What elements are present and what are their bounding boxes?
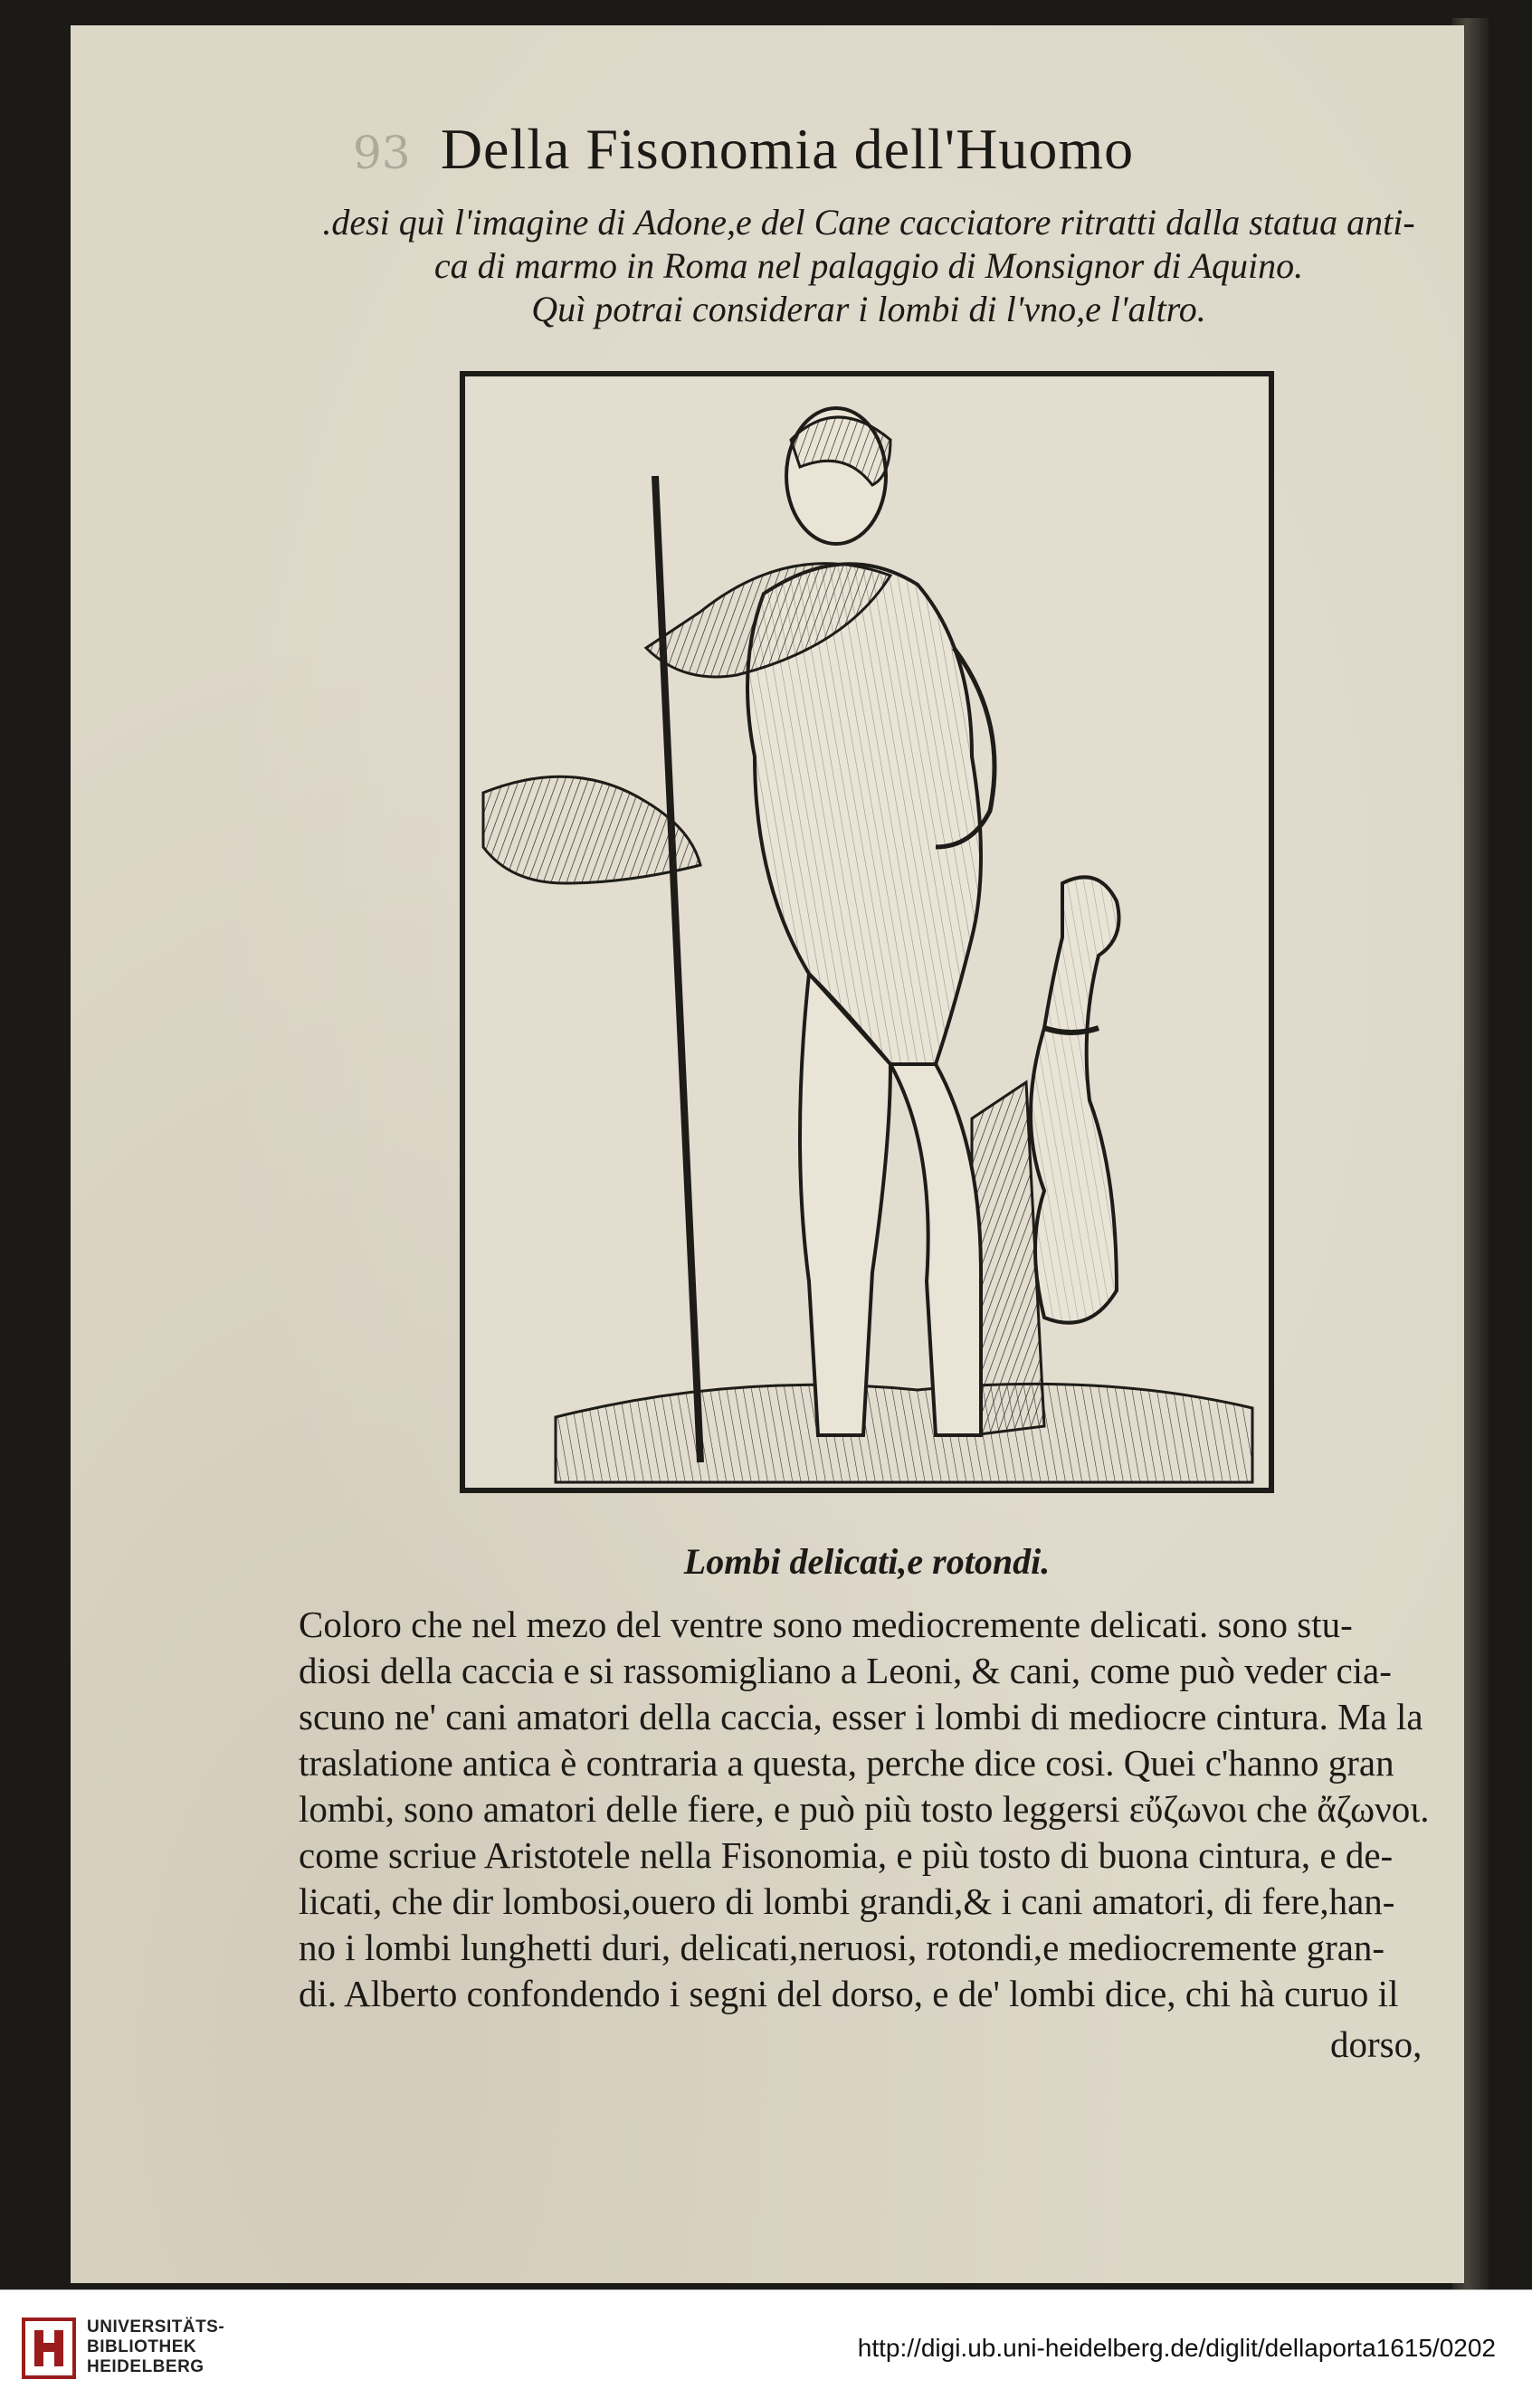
- library-name-line: BIBLIOTHEK: [87, 2337, 197, 2356]
- body-line: Coloro che nel mezo del ventre sono mediocremente delicati. sono stu-: [299, 1604, 1353, 1645]
- body-line: scuno ne' cani amatori della caccia, esser i lombi di mediocre cintura. Ma la: [299, 1696, 1423, 1737]
- footer-bar: [0, 2289, 1532, 2408]
- caption-line-1: .desi quì l'imagine di Adone,e del Cane cacciatore ritratti dalla statua anti-: [322, 202, 1415, 243]
- library-name-line: HEIDELBERG: [87, 2357, 205, 2376]
- body-line: come scriue Aristotele nella Fisonomia, e più tosto di buona cintura, e de-: [299, 1834, 1394, 1876]
- adonis-and-hound-woodcut: [465, 376, 1269, 1488]
- library-logo-icon: [20, 2316, 78, 2381]
- caption-line-2: ca di marmo in Roma nel palaggio di Monsignor di Aquino.: [433, 245, 1304, 286]
- catchword: dorso,: [1330, 2023, 1423, 2065]
- body-line: di. Alberto confondendo i segni del dorso, e de' lombi dice, chi hà curuo il: [299, 1973, 1399, 2014]
- woodcut-illustration: [460, 371, 1274, 1493]
- ground-mound: [556, 1384, 1252, 1482]
- source-url-link[interactable]: http://digi.ub.uni-heidelberg.de/diglit/dellaporta1615/0202: [857, 2334, 1496, 2362]
- running-head: Della Fisonomia dell'Huomo: [440, 117, 1135, 181]
- library-name-line: UNIVERSITÄTS-: [87, 2318, 225, 2337]
- page-number: 93: [353, 127, 411, 179]
- library-name: [87, 2318, 224, 2377]
- body-line: diosi della caccia e si rassomigliano a Leoni, & cani, come può veder cia-: [299, 1650, 1392, 1691]
- body-line: licati, che dir lombosi,ouero di lombi grandi,& i cani amatori, di fere,han-: [299, 1880, 1395, 1922]
- figure-caption: Lombi delicati,e rotondi.: [683, 1541, 1051, 1582]
- body-line: no i lombi lunghetti duri, delicati,neruosi, rotondi,e mediocremente gran-: [299, 1927, 1385, 1968]
- body-line: lombi, sono amatori delle fiere, e può più tosto leggersi εὔζωνοι che ἄζωνοι.: [299, 1788, 1430, 1830]
- body-text: [299, 1602, 1466, 2017]
- body-line: traslatione antica è contraria a questa, perche dice cosi. Quei c'hanno gran: [299, 1742, 1394, 1784]
- caption-line-3: Quì potrai considerar i lombi di l'vno,e l'altro.: [531, 289, 1206, 329]
- right-leg: [890, 1064, 981, 1435]
